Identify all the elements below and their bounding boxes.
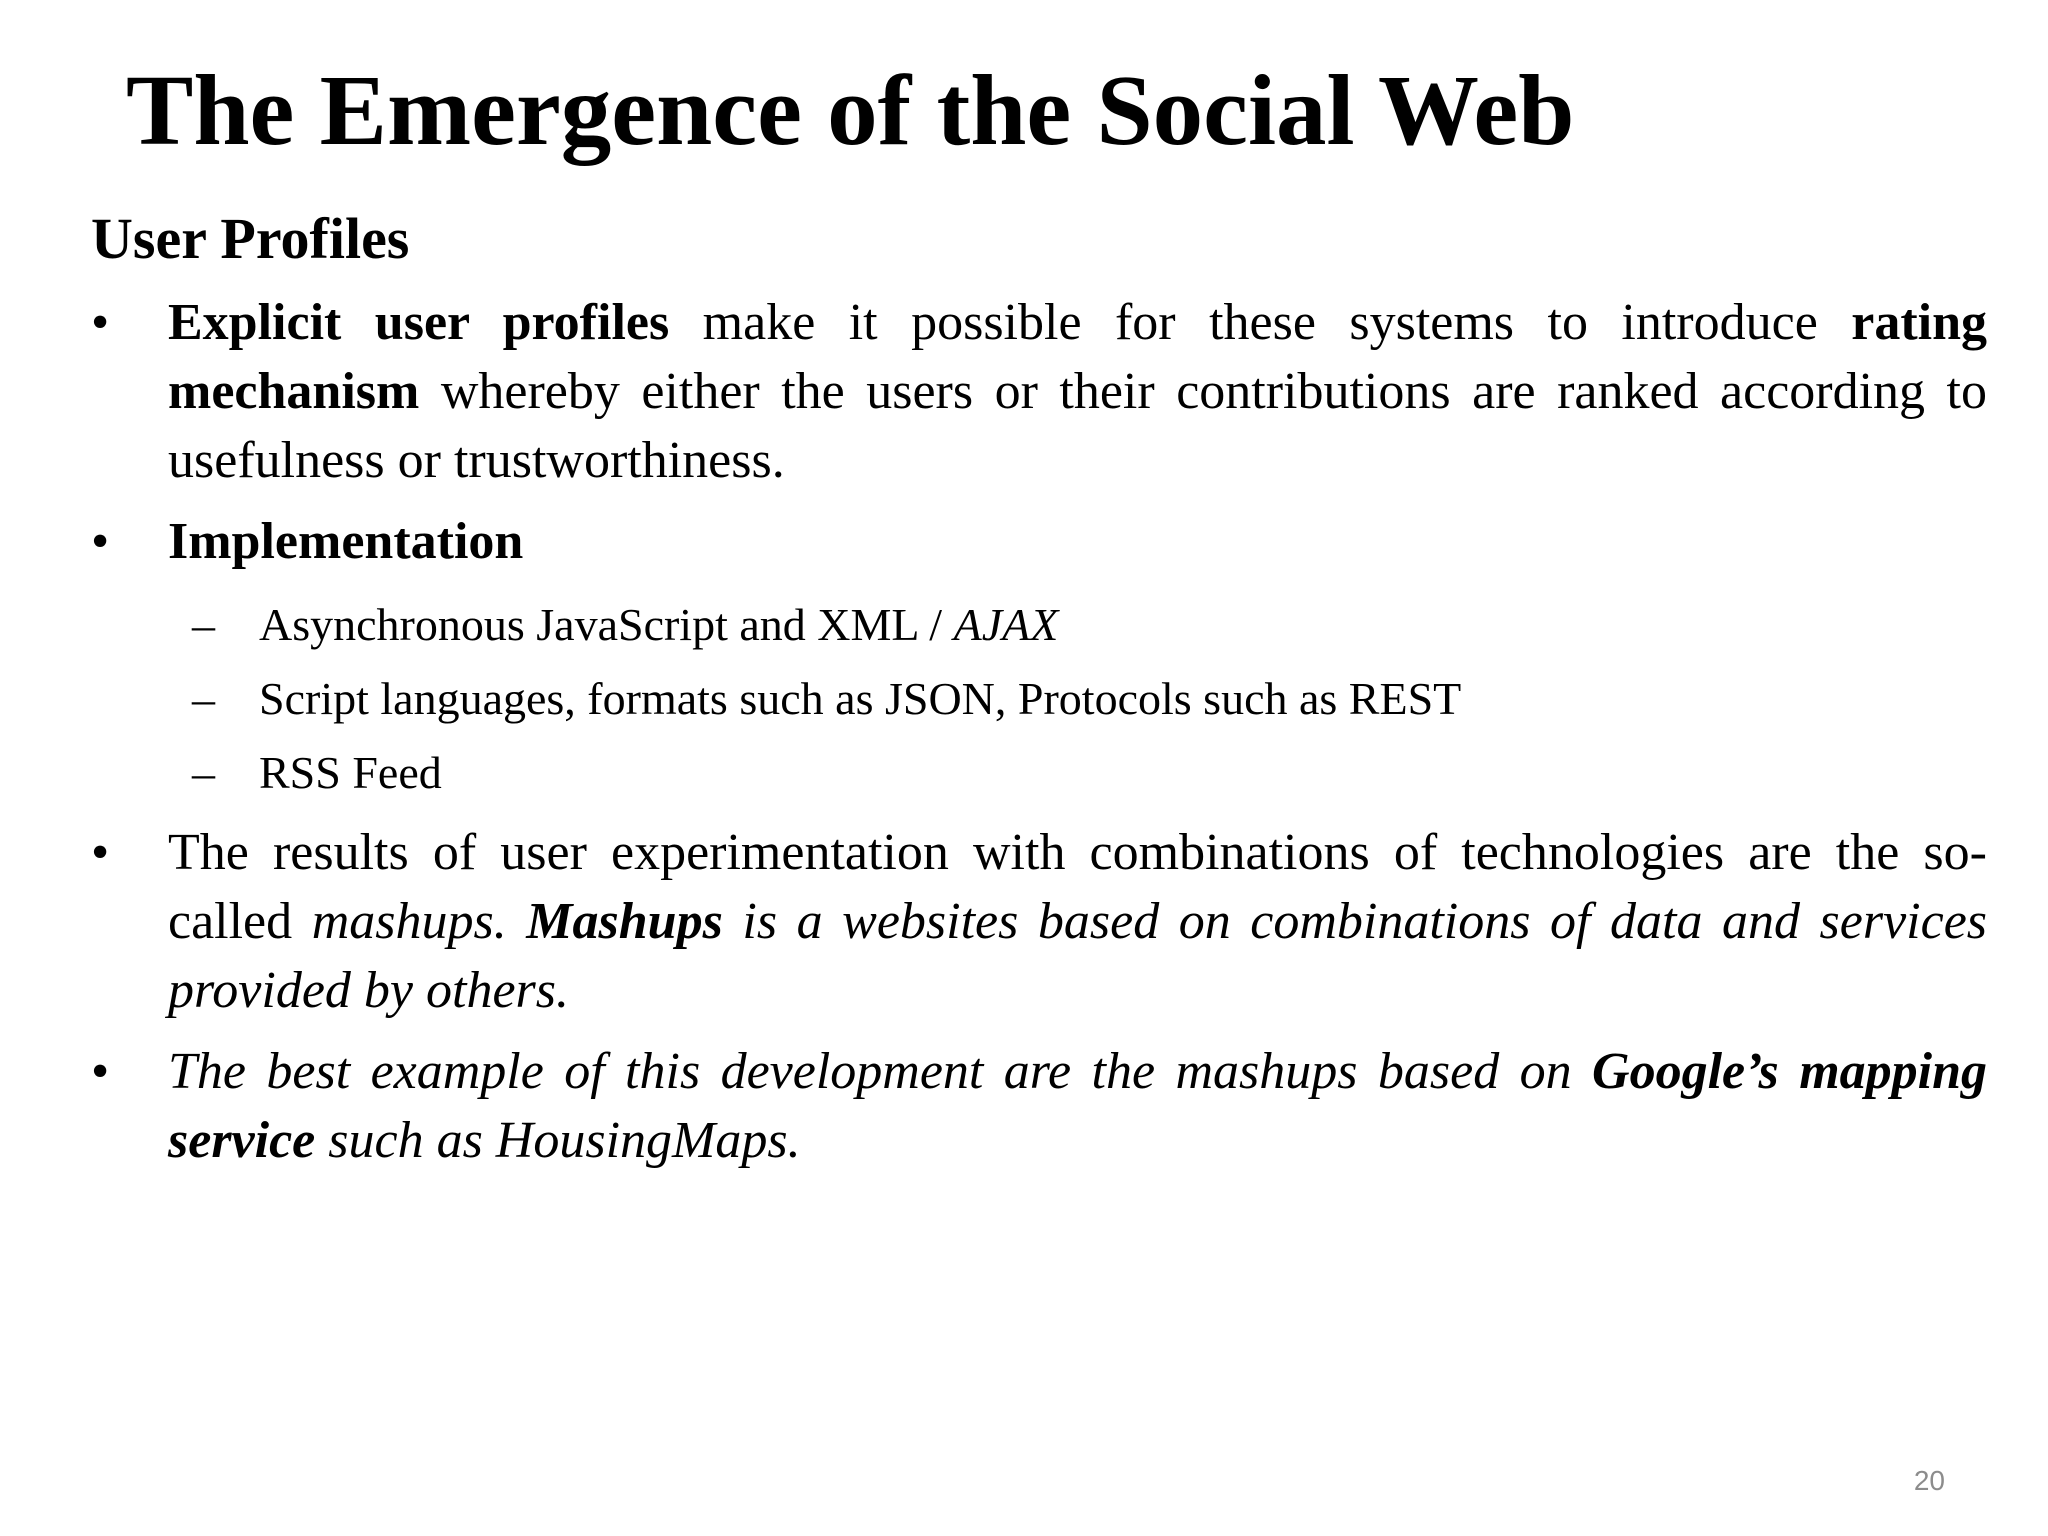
bullet-explicit-user-profiles [91,288,1987,495]
bullet-marker: • [91,294,110,351]
sub-marker: – [192,673,215,724]
page-number: 20 [1913,1465,1945,1496]
sub-item-text: RSS Feed [259,747,442,798]
bullet-google-example [91,1037,1987,1175]
bullet-implementation [91,507,1987,576]
bullet-text-bold-italic: Mashups [526,893,723,950]
bullet-marker: • [91,513,110,570]
bullet-text-bold: rating mechanism [168,294,1987,420]
sub-item-italic: AJAX [953,599,1059,650]
sub-item-text: Asynchronous JavaScript and XML / [259,599,954,650]
bullet-text-bold-italic: Google’s mapping service [168,1043,1988,1169]
bullet-text-bold: Explicit user profiles [168,294,670,351]
section-heading: User Profiles [91,206,410,271]
sub-item-ajax [91,588,1987,662]
bullet-text: make it possible for these systems to introduce [669,294,1852,351]
bullet-text: whereby either the users or their contributions are ranked according to usefulness or trustworthiness. [168,363,1987,489]
bullet-text-italic: is a websites based on combinations of data and services provided by others. [168,893,1988,1019]
sub-marker: – [192,747,215,798]
slide-title: The Emergence of the Social Web [126,54,1575,166]
bullet-text-italic: The best example of this development are the mashups based on [168,1043,1593,1100]
sub-item-text: Script languages, formats such as JSON, Protocols such as REST [259,673,1462,724]
bullet-mashups [91,818,1987,1025]
bullet-text-italic: mashups. [311,893,527,950]
sub-item-rss-feed [91,736,1987,810]
bullet-text: The results of user experimentation with combinations of technologies are the so-called [168,824,1987,950]
bullet-marker: • [91,824,110,881]
implementation-sub-list [91,588,1987,810]
bullet-marker: • [91,1043,110,1100]
bullet-list [91,288,1987,1187]
bullet-heading: Implementation [168,513,524,570]
sub-marker: – [192,599,215,650]
bullet-text-italic: such as HousingMaps. [315,1112,801,1169]
sub-item-script-languages [91,662,1987,736]
